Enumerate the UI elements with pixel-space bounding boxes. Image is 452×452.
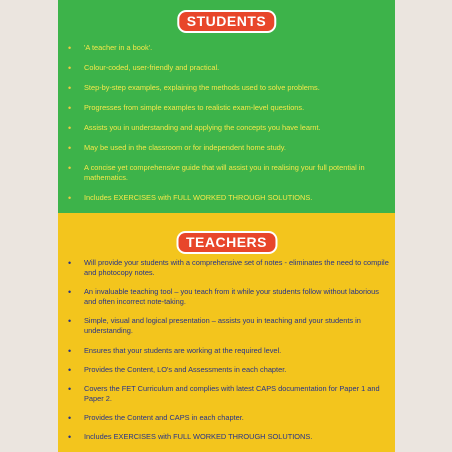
bullet-icon: • [68,43,72,53]
teachers-panel [58,213,395,452]
list-item: • Includes EXERCISES with FULL WORKED THROUGH SOLUTIONS. [68,432,313,443]
list-item: • Includes EXERCISES with FULL WORKED THROUGH SOLUTIONS. [68,193,313,203]
list-item: • 'A teacher in a book'. [68,43,153,53]
bullet-icon: • [68,432,72,443]
teachers-heading: TEACHERS [178,233,275,252]
list-item: • Provides the Content, LO's and Assessments in each chapter. [68,364,287,375]
bullet-icon: • [68,83,72,93]
list-item: • Ensures that your students are working at the required level. [68,345,282,356]
bullet-icon: • [68,383,72,394]
bullet-icon: • [68,103,72,113]
students-list [68,43,389,213]
list-item: • May be used in the classroom or for independent home study. [68,143,286,153]
list-item: • Progresses from simple examples to realistic exam-level questions. [68,103,305,113]
bullet-icon: • [68,316,72,327]
list-item: • An invaluable teaching tool – you teach from it while your students follow without laborious and often incorrect note-taking. [68,287,379,307]
list-item: • A concise yet comprehensive guide that will assist you in realising your full potential in mathematics. [68,163,365,182]
bullet-icon: • [68,193,72,203]
students-heading: STUDENTS [179,12,274,31]
list-item: • Provides the Content and CAPS in each chapter. [68,413,244,424]
bullet-icon: • [68,413,72,424]
bullet-icon: • [68,163,72,173]
list-item: • Simple, visual and logical presentation – assists you in teaching and your students in understanding. [68,316,361,336]
list-item: • Step-by-step examples, explaining the methods used to solve problems. [68,83,320,93]
students-panel [58,0,395,213]
bullet-icon: • [68,364,72,375]
list-item: • Will provide your students with a comprehensive set of notes - eliminates the need to compile and photocopy notes. [68,258,389,277]
bullet-icon: • [68,287,72,298]
teachers-list [68,258,389,452]
list-item: • Colour-coded, user-friendly and practical. [68,63,220,73]
bullet-icon: • [68,63,72,73]
list-item: • Covers the FET Curriculum and complies with latest CAPS documentation for Paper 1 and Paper 2. [68,383,380,403]
list-item: • Assists you in understanding and applying the concepts you have learnt. [68,123,321,133]
bullet-icon: • [68,143,72,153]
bullet-icon: • [68,345,72,356]
bullet-icon: • [68,123,72,133]
bullet-icon: • [68,258,72,268]
